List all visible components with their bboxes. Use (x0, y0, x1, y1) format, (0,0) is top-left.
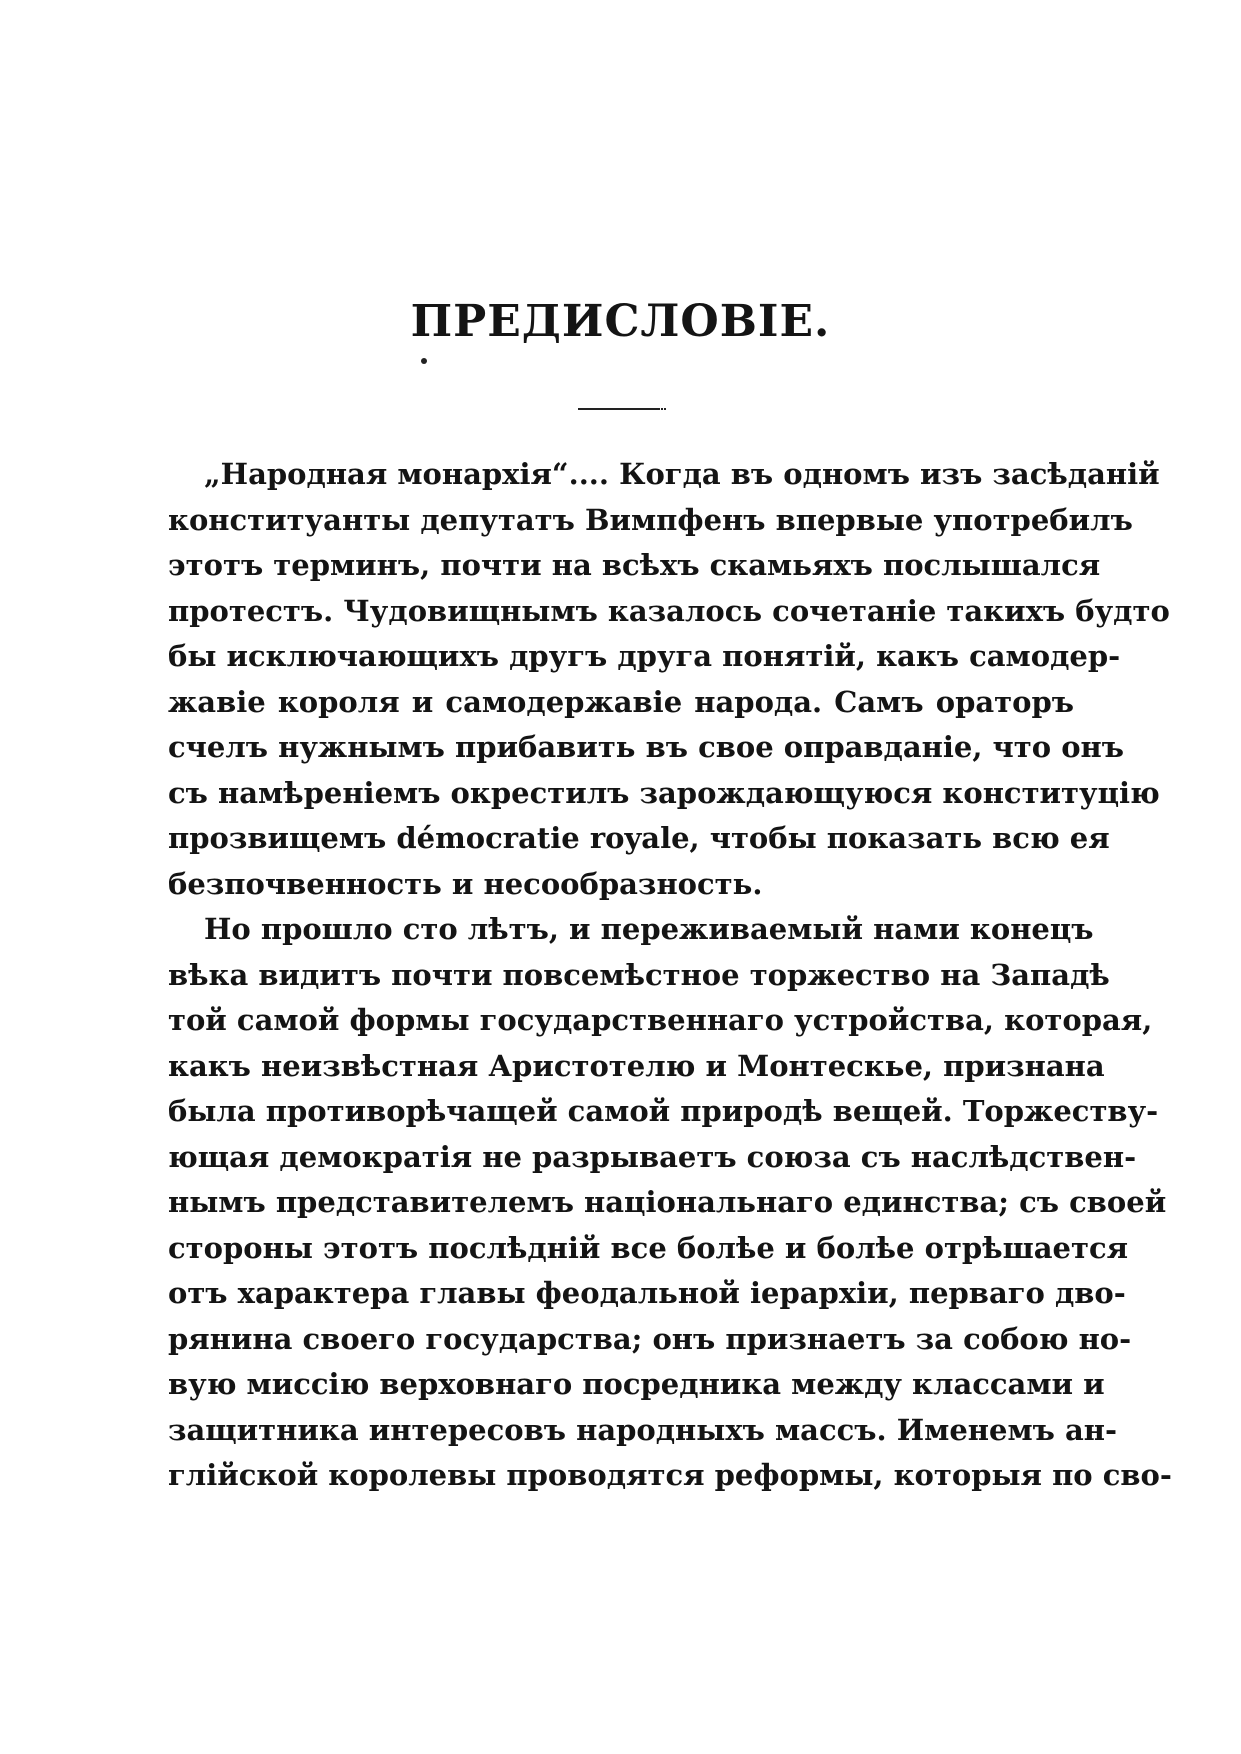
text-line: Но прошло сто лѣтъ, и переживаемый нами конецъ (204, 912, 1094, 946)
title-divider (578, 408, 660, 410)
text-line: отъ характера главы феодальной іерархіи, перваго дво- (168, 1276, 1126, 1310)
text-line: счелъ нужнымъ прибавить въ свое оправданіе, что онъ (168, 730, 1125, 764)
text-line: стороны этотъ послѣдній все болѣе и болѣе отрѣшается (168, 1230, 1129, 1265)
text-line: рянина своего государства; онъ признаетъ за собою но- (168, 1321, 1132, 1356)
text-line: была противорѣчащей самой природѣ вещей. Торжеству- (168, 1094, 1159, 1128)
text-line: нымъ представителемъ національнаго единства; съ своей (168, 1185, 1167, 1219)
text-line: этотъ терминъ, почти на всѣхъ скамьяхъ послышался (168, 548, 1101, 582)
text-line: безпочвенность и несообразность. (168, 866, 763, 901)
text-line: „Народная монархія“.... Когда въ одномъ изъ засѣданій (204, 457, 1160, 491)
text-line: бы исключающихъ другъ друга понятій, какъ самодер- (168, 639, 1121, 673)
text-line: жавіе короля и самодержавіе народа. Самъ ораторъ (168, 684, 1074, 719)
page-title: ПРЕДИСЛОВІЕ. (410, 296, 831, 347)
text-line: какъ неизвѣстная Аристотелю и Монтескье, признана (168, 1048, 1105, 1083)
text-line: вую миссію верховнаго посредника между классами и (168, 1367, 1105, 1401)
text-line: ющая демократія не разрываетъ союза съ наслѣдствен- (168, 1139, 1137, 1174)
text-line: конституанты депутатъ Вимпфенъ впервые употребилъ (168, 502, 1133, 537)
text-line: той самой формы государственнаго устройства, которая, (168, 1003, 1153, 1037)
text-line: глійской королевы проводятся реформы, которыя по сво- (168, 1458, 1172, 1492)
text-line: прозвищемъ démocratie royale, чтобы показать всю ея (168, 821, 1110, 855)
text-line: протестъ. Чудовищнымъ казалось сочетаніе такихъ будто (168, 593, 1170, 628)
text-line: съ намѣреніемъ окрестилъ зарождающуюся конституцію (168, 775, 1160, 810)
body-text (168, 452, 1172, 1499)
ink-speck (421, 358, 427, 364)
text-line: вѣка видитъ почти повсемѣстное торжество на Западѣ (168, 957, 1110, 992)
text-line: защитника интересовъ народныхъ массъ. Именемъ ан- (168, 1412, 1118, 1447)
